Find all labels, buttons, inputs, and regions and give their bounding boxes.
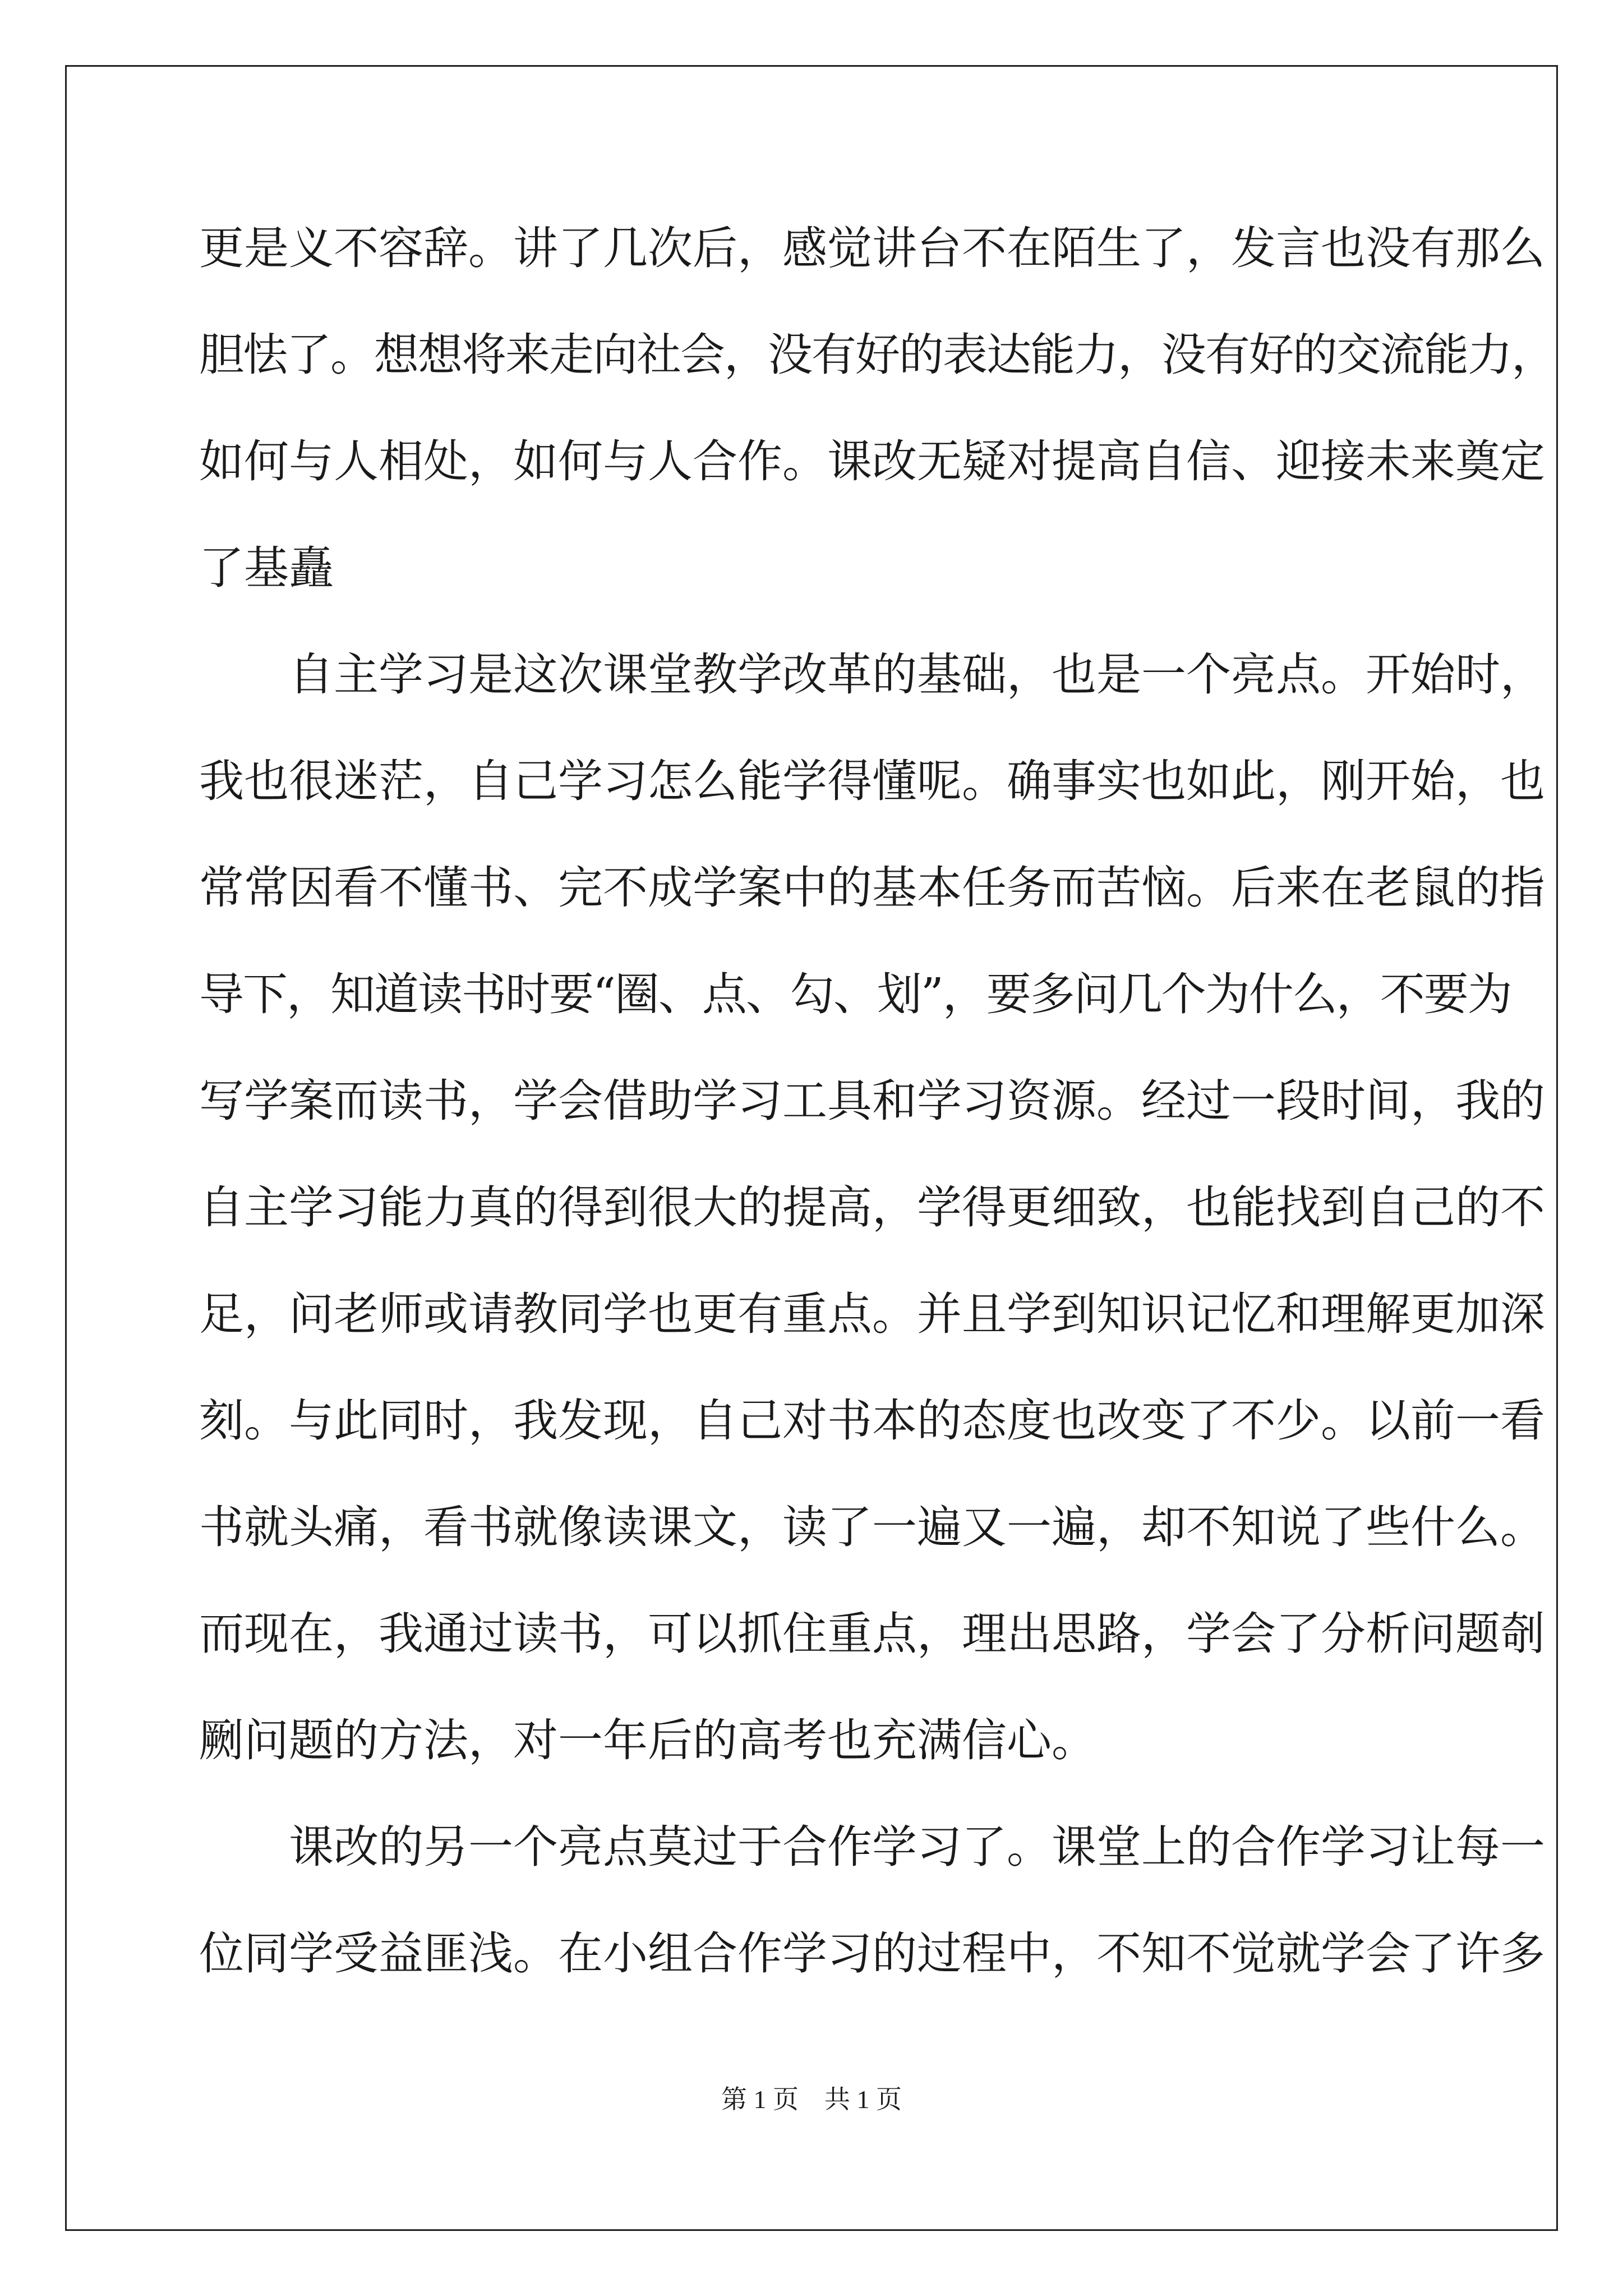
text-line: 胆怯了。想想将来走向社会，没有好的表达能力，没有好的交流能力，: [199, 329, 1555, 381]
text-line: 如何与人相处，如何与人合作。课改无疑对提高自信、迎接未来奠定: [199, 435, 1545, 487]
text-line: 我也很迷茫，自己学习怎么能学得懂呢。确事实也如此，刚开始，也: [199, 755, 1545, 807]
text-line: 而现在，我通过读书，可以抓住重点，理出思路，学会了分析问题剞: [199, 1608, 1545, 1660]
page-number-footer: 第 1 页 共 1 页: [721, 2085, 902, 2114]
text-line: 书就头痛，看书就像读课文，读了一遍又一遍，却不知说了些什么。: [199, 1501, 1545, 1553]
text-line: 常常因看不懂书、完不成学案中的基本任务而苦恼。后来在老鼠的指: [199, 862, 1545, 914]
text-line: 课改的另一个亮点莫过于合作学习了。课堂上的合作学习让每一: [199, 1821, 1545, 1873]
document-body: [199, 218, 1555, 2030]
text-line: 更是义不容辞。讲了几次后，感觉讲台不在陌生了，发言也没有那么: [199, 222, 1545, 274]
text-line: 刻。与此同时，我发现，自己对书本的态度也改变了不少。以前一看: [199, 1395, 1545, 1447]
text-line: 写学案而读书，学会借助学习工具和学习资源。经过一段时间，我的: [199, 1075, 1545, 1127]
text-line: 位同学受益匪浅。在小组合作学习的过程中，不知不觉就学会了许多: [199, 1927, 1545, 1980]
text-line: 自主学习能力真的得到很大的提高，学得更细致，也能找到自己的不: [199, 1181, 1545, 1234]
text-line: 自主学习是这次课堂教学改革的基础，也是一个亮点。开始时，: [199, 648, 1545, 701]
text-line: 了基矗: [199, 542, 334, 594]
text-line: 足，问老师或请教同学也更有重点。并且学到知识记忆和理解更加深: [199, 1288, 1545, 1340]
text-line: 导下，知道读书时要“圈、点、勾、划”，要多问几个为什么，不要为: [199, 968, 1511, 1020]
text-line: 劂问题的方法，对一年后的高考也充满信心。: [199, 1714, 1096, 1766]
